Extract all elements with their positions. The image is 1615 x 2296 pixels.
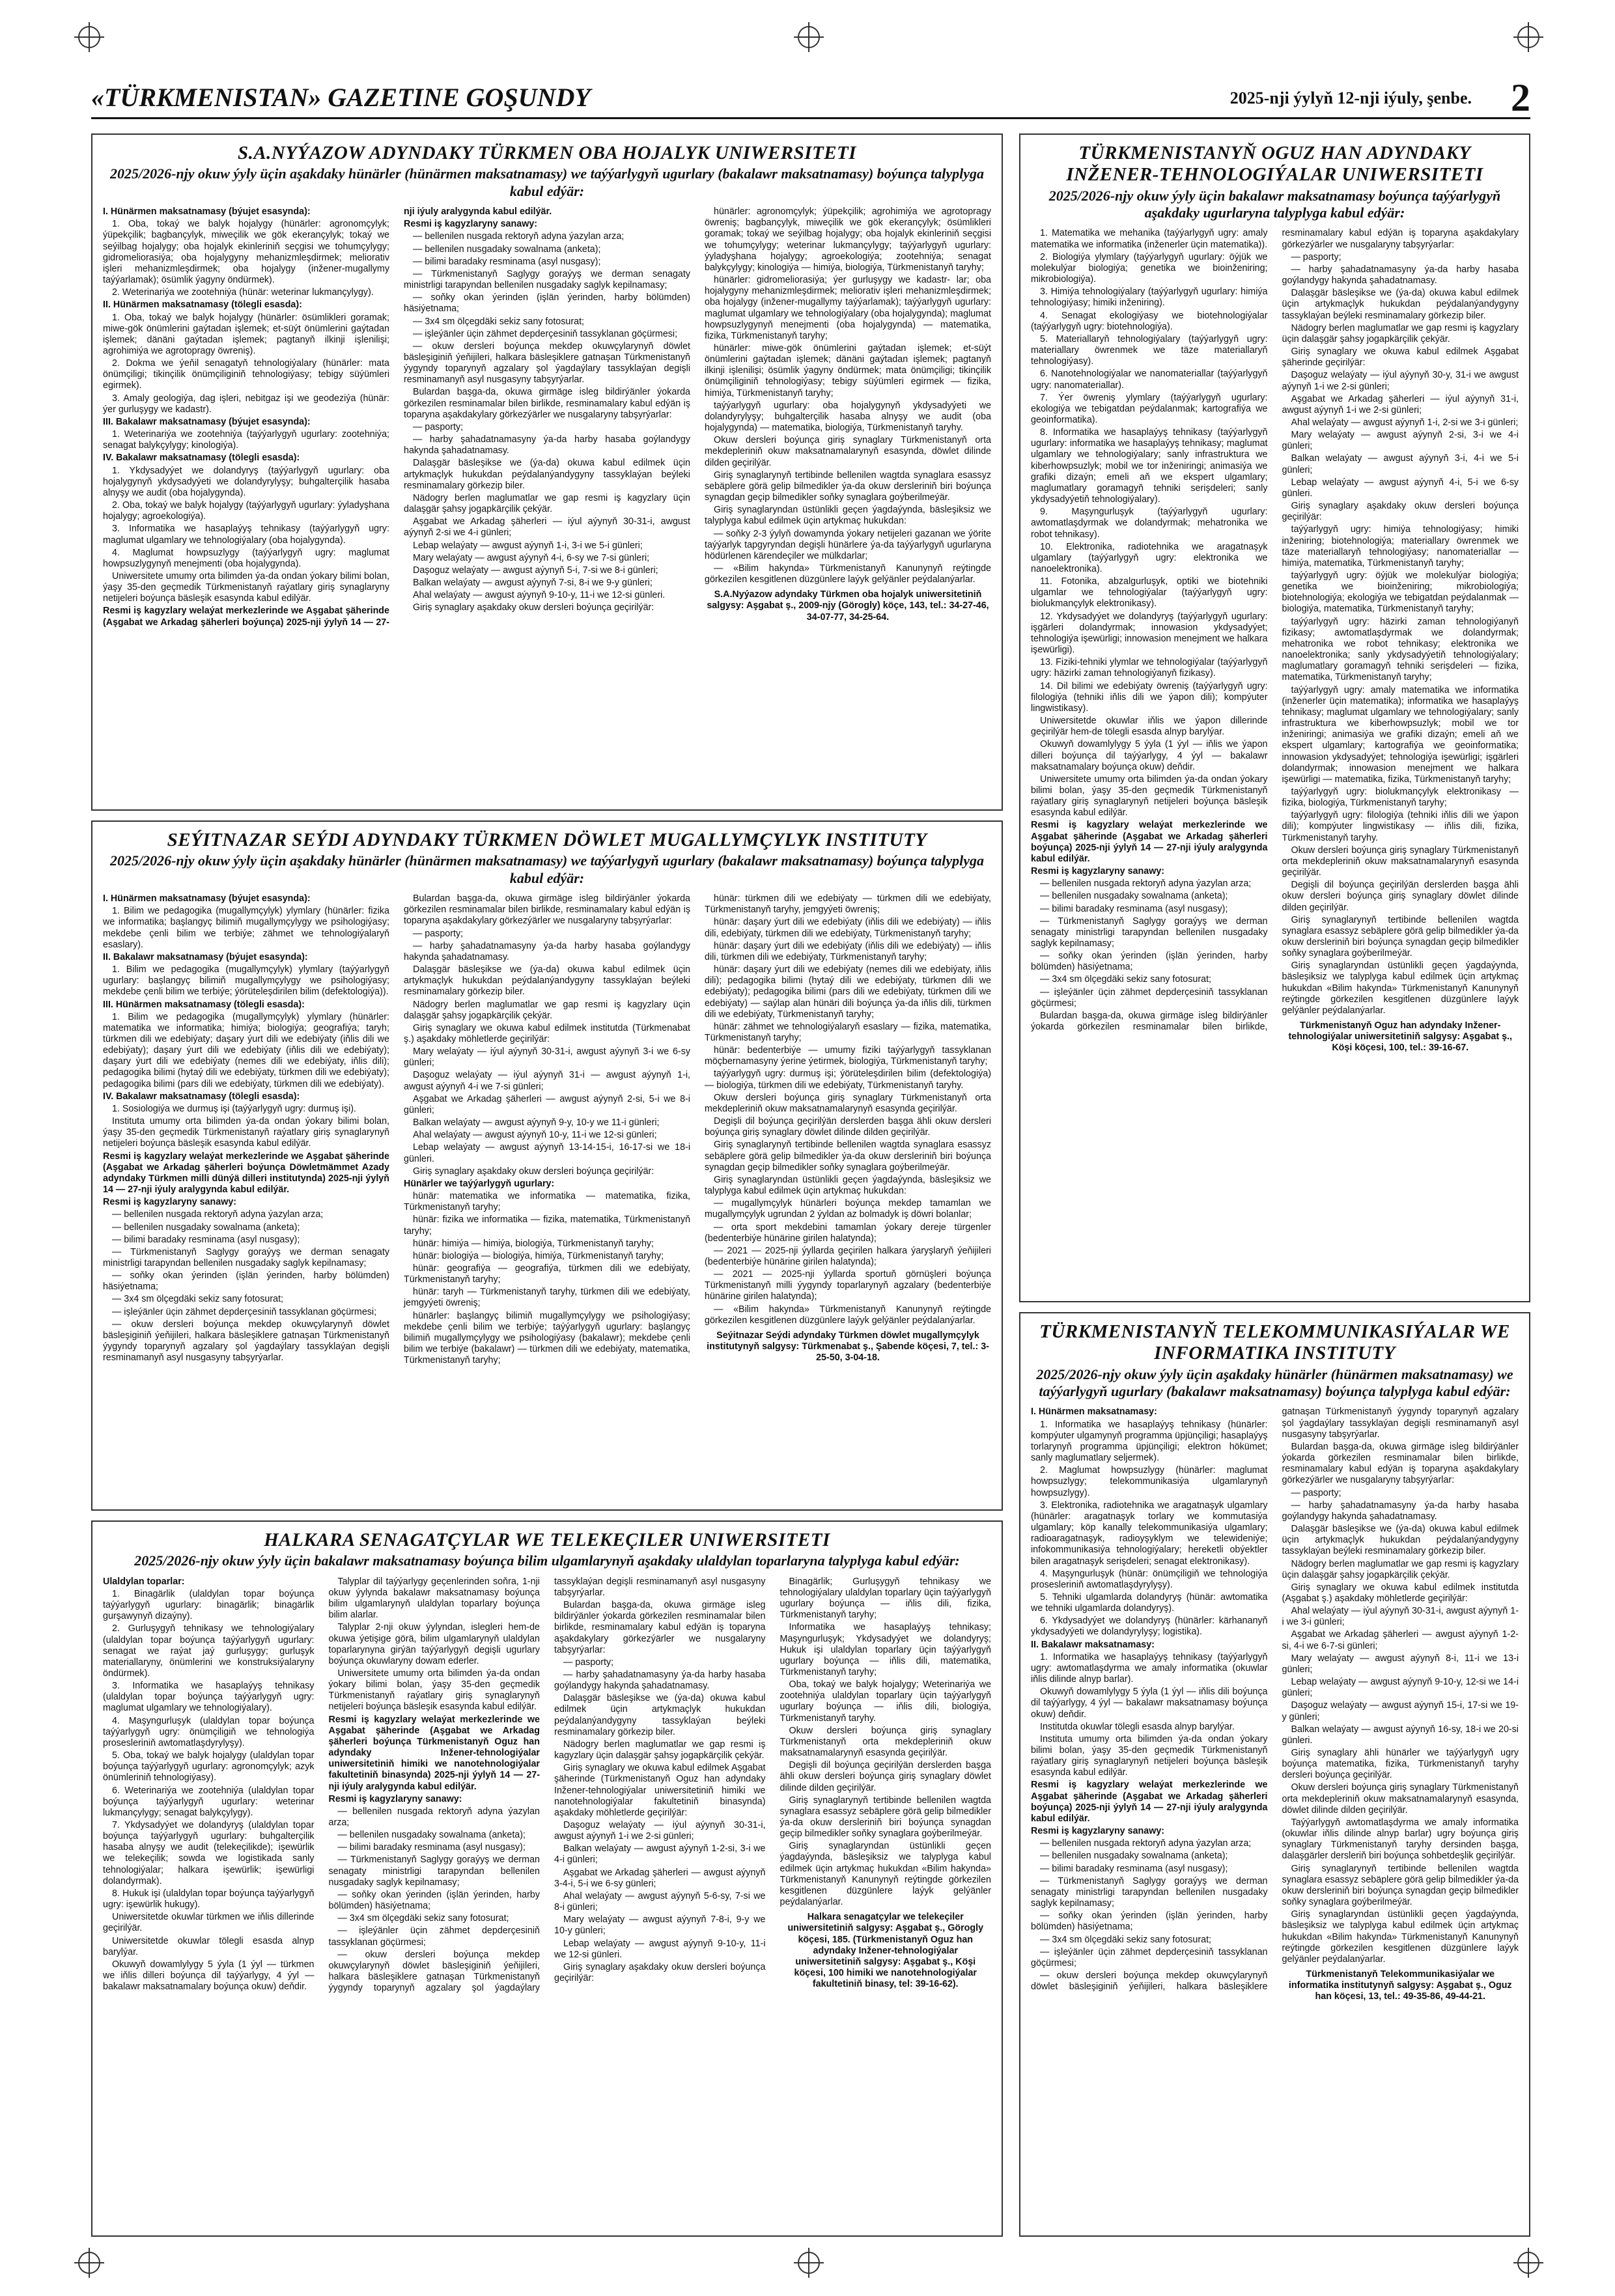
article-paragraph: Giriş synaglarynyň tertibinde bellenilen wagtda synaglara esassyz sebäplere görä gelip bilmedikler ýa-da okuw dersleriniň biri boýunça synagdan geçip bilmedikler soňky synaglara goýberilmeýär.	[705, 469, 991, 503]
article-paragraph: — harby şahadatnamasyny ýa-da harby hasaba goýlandygy hakynda şahadatnamasy.	[1282, 264, 1519, 287]
article-paragraph: — bellenilen nusgadaky sowalnama (anketa);	[337, 1830, 526, 1841]
article-paragraph: hünär: fizika we informatika — fizika, matematika, Türkmenistanyň taryhy;	[404, 1214, 690, 1237]
article-paragraph: II. Bakalawr maksatnamasy:	[1031, 1639, 1155, 1650]
article-paragraph: Okuwyň dowamlylygy 5 ýyla (1 ýyl — iňlis dili boýunça dil taýýarlygy, 4 ýyl — bakalawr maksatnamasy boýunça okuw) deňdir.	[1031, 1687, 1268, 1720]
article-paragraph: 9. Maşyngurluşyk (taýýarlygyň ugurlary: awtomatlaşdyrmak we dolandyrmak; mehatronika we robot tehnikasy).	[1031, 507, 1268, 540]
article-oguzhan	[1019, 133, 1530, 1302]
article-paragraph: II. Hünärmen maksatnamasy (tölegli esasda):	[103, 300, 302, 311]
article-subtitle: 2025/2026-njy okuw ýyly üçin aşakdaky hünärler (hünärmen maksatnamasy) we taýýarlygyň ugurlary (bakalawr maksatnamasy) boýunça talyplyga kabul edýär:	[109, 852, 985, 886]
article-paragraph: Giriş synaglaryndan üstünlikli geçen ýagdaýynda, bäsleşiksiz we talyplyga kabul edilmek üçin artykmaç hukukdan «Bilim hakynda» Türkmenistanyň Kanunynyň reýtingde görkezilen kesgitlenen düzgünlere laýyk gelýänler peýdalanýarlar.	[1282, 960, 1519, 1016]
article-paragraph: Aşgabat we Arkadag şäherleri — iýul aýynyň 30-31-i, awgust aýynyň 2-si we 4-i günleri;	[404, 516, 690, 539]
article-signature: Türkmenistanyň Telekommunikasiýalar we informatika institutynyň salgysy: Aşgabat ş., Oguz han köçesi, 13, tel.: 49-35-86, 49-44-21.	[1288, 1968, 1512, 2002]
article-paragraph: — 3x4 sm ölçegdäki sekiz sany fotosurat;	[413, 316, 585, 327]
article-body	[1031, 228, 1519, 1054]
article-paragraph: 2. Oba, tokaý we balyk hojalygy (taýýarlygyň ugurlary: ýyladyşhana hojalygy; agroekologiýa).	[103, 500, 389, 522]
article-paragraph: 3. Informatika we hasaplaýyş tehnikasy (taýýarlygyň ugry: maglumat ulgamlary we tehnologiýalary (oba hojalygynda).	[103, 524, 389, 546]
article-paragraph: Balkan welaýaty — awgust aýynyň 9-y, 10-y we 11-i günleri;	[413, 1117, 660, 1128]
article-paragraph: 4. Maşyngurluşyk (hünär: önümçiligiň we tehnologiýa prosesleriniň awtomatlaşdyrylyşy).	[1031, 1568, 1268, 1590]
article-paragraph: hünärler: agronomçylyk; ýüpekçilik; agrohimiýa we agrotopragy öwreniş; bagbançylyk, miweçilik we gök ekerançylyk; ösümlikleri goramak; tokaý we seýilbag hojalygy; oba hojalyk ekinleriniň seçgisi we tohumçylygy; weterinar lukmançylygy; taýýarlygyň ugurlary: ýyladyşhana hojalygy; agroekologiýa; zootehniýa; senagat balykçylygy; kinologiýa — himiýa, biologiýa, Türkmenistanyň taryhy;	[705, 206, 991, 273]
article-paragraph: Mary welaýaty — awgust aýynyň 4-i, 6-sy we 7-si günleri;	[413, 552, 650, 563]
article-paragraph: Informatika we hasaplaýyş tehnikasy; Maşyngurluşyk; Ykdysadyýet we dolandyryş; Hukuk işi ulaldylan toparlary üçin taýýarlygyň ugurlary boýunça — iňlis dili, matematika, Türkmenistanyň taryhy;	[779, 1622, 991, 1677]
article-paragraph: Dalaşgär bäsleşikse we (ýa-da) okuwa kabul edilmek üçin artykmaçlyk hukukdan peýdalanýandygyny tassyklaýan beýleki resminamalary görkezip biler.	[1282, 1524, 1519, 1557]
registration-mark-bottom-center	[798, 2252, 820, 2274]
article-paragraph: Bulardan başga-da, okuwa girmäge isleg bildirýänler ýokarda görkezilen resminamalar bilen birlikde, resminamalary kabul edýän iş toparyna aşakdakylary görkezýärler we nusgalaryny tabşyrýarlar:	[554, 1600, 766, 1655]
article-body	[103, 893, 991, 1366]
article-paragraph: taýýarlygyň ugry: biolukmançylyk elektronikasy — fizika, biologiýa, Türkmenistanyň taryhy;	[1282, 786, 1519, 809]
article-paragraph: hünärler: gidromeliorasiýa; ýer gurluşygy we kadastr- lar; oba hojalygyny mehanizmleşdirmek; meliorativ işleri mehanizmleşdirmek; oba hojalygy (inžener-mugallymy taýýarlamak); taýýarlygyň ugurlary: maglumat ulgamlary we tehnologiýalary (oba hojalygynda); maglumat howpsuzlygynyň menejmenti (oba hojalygynda) — matematika, fizika, Türkmenistanyň taryhy;	[705, 275, 991, 341]
article-paragraph: Uniwersitetde okuwlar iňlis we ýapon dillerinde geçirilýär hem-de tölegli esasda alnyp barylýar.	[1031, 716, 1268, 738]
article-paragraph: Lebap welaýaty — awgust aýynyň 9-10-y, 12-si we 14-i günleri;	[1282, 1677, 1519, 1699]
article-paragraph: Giriş synaglary aşakdaky okuw dersleri boýunça geçirilýär:	[1282, 501, 1519, 523]
article-paragraph: taýýarlygyň ugry: öýjük we molekulýar biologiýa; genetika we bioinženiring; mikrobiologiýa; biotehnologiýa; ekologiýa we tebigatdan peýdalanmak — biologiýa, matematika, Türkmenistanyň taryhy;	[1282, 570, 1519, 615]
article-paragraph: — okuw dersleri boýunça mekdep okuwçylarynyň döwlet bäsleşiginiň ýeňijileri, halkara bäsleşiklere gatnaşan Türkmenistanyň ýygyndy toparynyň agzalary şol ýagdaýlary tassyklaýan degişli resminamanyň asyl nusgasyny tabşyrýarlar.	[404, 341, 690, 385]
article-paragraph: — işleýänler üçin zähmet depderçesiniň tassyklanan göçürmesi;	[1031, 1946, 1268, 1968]
article-paragraph: Giriş synaglary we okuwa kabul edilmek institutda (Türkmenabat ş.) aşakdaky möhletlerde geçirilýär:	[404, 1022, 690, 1044]
article-paragraph: 12. Ykdysadyýet we dolandyryş (taýýarlygyň ugurlary: işgärleri dolandyrmak; innowasion ykdysadyýet; tehnologiýa işewürligi; innowasion menejment we halkara işewürligi).	[1031, 611, 1268, 656]
article-title: SEÝITNAZAR SEÝDI ADYNDAKY TÜRKMEN DÖWLET MUGALLYMÇYLYK INSTITUTY	[167, 830, 927, 850]
article-paragraph: taýýarlygyň ugurlary: oba hojalygynyň ykdysadyýeti we dolandyrylyşy; buhgalterçilik hasaba alnyşy we audit (oba hojalygynda) — matematika, biologiýa, Türkmenistanyň taryhy.	[705, 400, 991, 434]
article-paragraph: Nädogry berlen maglumatlar we gap resmi iş kagyzlary üçin dalaşgär şahsy jogapkärçilik çekýär.	[1282, 1558, 1519, 1580]
article-paragraph: 1. Ykdysadyýet we dolandyryş (taýýarlygyň ugurlary: oba hojalygynyň ykdysadyýeti we dolandyrylyşy; buhgalterçilik hasaba alnyşy we audit (oba hojalygynda).	[103, 465, 389, 498]
article-title: HALKARA SENAGATÇYLAR WE TELEKEÇILER UNIWERSITETI	[264, 1530, 830, 1550]
article-paragraph: Daşoguz welaýaty — awgust aýynyň 5-i, 7-si we 8-i günleri;	[413, 565, 658, 576]
article-paragraph: — okuw dersleri boýunça mekdep okuwçylarynyň döwlet bäsleşiginiň ýeňijileri, halkara bäsleşiklere gatnaşan Türkmenistanyň ýygyndy toparynyň agzalary şol ýagdaýlary tassyklaýan degişli resminamanyň asyl nusgasyny tabşyrýarlar.	[328, 1576, 766, 1994]
article-paragraph: — harby şahadatnamasyny ýa-da harby hasaba goýlandygy hakynda şahadatnamasy.	[1282, 1500, 1519, 1522]
article-paragraph: Nädogry berlen maglumatlar we gap resmi iş kagyzlary üçin dalaşgär şahsy jogapkärçilik çekýär.	[404, 999, 690, 1021]
article-paragraph: Ahal welaýaty — awgust aýynyň 1-i, 2-si we 3-i günleri;	[1291, 417, 1519, 428]
article-paragraph: Okuw dersleri boýunça giriş synaglary Türkmenistanyň orta mekdepleriniň okuw maksatnamalarynyň esasynda geçirilýär.	[705, 1092, 991, 1114]
article-body	[103, 1576, 991, 1995]
article-paragraph: 1. Bilim we pedagogika (mugallymçylyk) ylymlary (taýýarlygyň ugurlary: başlangyç bilimiň mugallymçylygy we psihologiýasy; mekdebe çenli bilim we terbiýe; ýörüteleşdirilen bilim (defektologiýa)).	[103, 964, 389, 998]
article-paragraph: 4. Maglumat howpsuzlygy (taýýarlygyň ugry: maglumat howpsuzlygynyň menejmenti (oba hojalygynda).	[103, 547, 389, 569]
article-paragraph: — bellenilen nusgadaky sowalnama (anketa);	[1040, 1851, 1228, 1862]
article-paragraph: — bilimi baradaky resminama (asyl nusgasy);	[1040, 1863, 1228, 1874]
article-paragraph: 6. Weterinariýa we zootehniýa (ulaldylan topar boýunça taýýarlygyň ugurlary: weterinar lukmançylygy; senagat balykçylygy).	[103, 1785, 315, 1818]
article-paragraph: 8. Informatika we hasaplaýyş tehnikasy (taýýarlygyň ugurlary: informatika we hasaplaýyş tehnikasy; maglumat ulgamlary we tehnologiýalary; sanly infrastruktura we kiberhowpsuzlyk; mobil we tor inženiringi; animasiýa we grafiki dizaýn; emeli aň we ekspert ulgamlary; maglumatlary goramagyň tehniki serişdeleri; sanly ykdysadyýetiň tehnologiýalary).	[1031, 427, 1268, 505]
article-paragraph: IV. Bakalawr maksatnamasy (tölegli esasda):	[103, 1091, 300, 1102]
article-paragraph: hünär: taryh — Türkmenistanyň taryhy, türkmen dili we edebiýaty, jemgyýeti öwreniş;	[404, 1287, 690, 1309]
article-paragraph: Dalaşgär bäsleşikse we (ýa-da) okuwa kabul edilmek üçin artykmaçlyk hukukdan peýdalanýandygyny tassyklaýan beýleki resminamalary görkezip biler.	[404, 964, 690, 998]
article-paragraph: 5. Tehniki ulgamlarda dolandyryş (hünär: awtomatika we tehniki ulgamlarda dolandyryş).	[1031, 1591, 1268, 1614]
article-paragraph: Daşoguz welaýaty — iýul aýynyň 30-y, 31-i we awgust aýynyň 1-i we 2-si günleri;	[1282, 370, 1519, 392]
article-paragraph: 3. Elektronika, radiotehnika we aragatnaşyk ulgamlary (hünärler: aragatnaşyk torlary we kommutasiýa ulgamlary; köp kanally telekommunikasiýa ulgamlary; radioaragatnaşyk, radioyşyklym we telewideniýe; infokommunikasiýa tehnologiýalary; hereketli obýektler bilen aragatnaşyk serişdeleri; senagat elektronikasy).	[1031, 1500, 1268, 1567]
article-telekom	[1019, 1312, 1530, 2237]
article-subtitle: 2025/2026-njy okuw ýyly üçin bakalawr maksatnamasy boýunça taýýarlygyň aşakdaky ugurlaryna talyplyga kabul edýär:	[1048, 187, 1501, 221]
article-paragraph: — 2021 — 2025-nji ýyllarda sportuň görnüşleri boýunça Türkmenistanyň milli ýygyndy toparlarynyň agzalary (bedenterbiýe hünärine girilen halatynda);	[705, 1269, 991, 1302]
article-paragraph: 1. Oba, tokaý we balyk hojalygy (hünärler: ösümlikleri goramak; miwe-gök önümlerini gaýtadan işlemek; et-süýt önümlerini gaýtadan işlemek; dänäni gaýtadan işlemek; pagtanyň ilkinji işlenilişi; agrohimiýa we agrotopragy öwreniş).	[103, 312, 389, 356]
article-paragraph: — 2021 — 2025-nji ýyllarda geçirilen halkara ýaryşlaryň ýeňijileri (bedenterbiýe hünärine girilen halatynda);	[705, 1245, 991, 1267]
article-paragraph: Giriş synaglaryndan üstünlikli geçen ýagdaýynda, bäsleşiksiz we talyplyga kabul edilmek üçin artykmaç hukukdan:	[705, 505, 991, 527]
article-paragraph: Giriş synaglary aşakdaky okuw dersleri boýunça geçirilýär:	[413, 1166, 654, 1177]
article-paragraph: 2. Biologiýa ylymlary (taýýarlygyň ugurlary: öýjük we molekulýar biologiýa; genetika we bioinženiring; mikrobiologiýa).	[1031, 251, 1268, 285]
article-paragraph: Giriş synaglary we okuwa kabul edilmek institutda (Aşgabat ş.) aşakdaky möhletlerde geçirilýär:	[1282, 1582, 1519, 1604]
article-paragraph: 5. Oba, tokaý we balyk hojalygy (ulaldylan topar boýunça taýýarlygyň ugurlary: agronomçylyk; azyk önümleriniň tehnologiýasy).	[103, 1750, 315, 1784]
article-paragraph: I. Hünärmen maksatnamasy (býujet esasynda):	[103, 206, 311, 217]
article-paragraph: hünär: bedenterbiýe — umumy fiziki taýýarlygyň tassyklanan möçbernamasyny ýerine ýetirmek, biologiýa, Türkmenistanyň taryhy;	[705, 1045, 991, 1067]
article-paragraph: Resmi iş kagyzlaryny sanawy:	[1031, 1826, 1165, 1837]
article-paragraph: 13. Fiziki-tehniki ylymlar we tehnologiýalar (taýýarlygyň ugry: häzirki zaman tehnologiýanyň fizikasy).	[1031, 657, 1268, 679]
article-paragraph: Ahal welaýaty — iýul aýynyň 30-31-i, awgust aýynyň 1-i we 3-i günleri;	[1282, 1606, 1519, 1628]
article-paragraph: — 3x4 sm ölçegdäki sekiz sany fotosurat;	[1040, 974, 1212, 985]
article-paragraph: Giriş synaglary aşakdaky okuw dersleri boýunça geçirilýär:	[554, 1961, 766, 1984]
article-paragraph: 8. Hukuk işi (ulaldylan topar boýunça taýýarlygyň ugry: işewürlik hukugy).	[103, 1888, 315, 1911]
article-paragraph: Dalaşgär bäsleşikse we (ýa-da) okuwa kabul edilmek üçin artykmaçlyk hukukdan peýdalanýandygyny tassyklaýan beýleki resminamalary görkezip biler.	[404, 458, 690, 491]
article-paragraph: Dalaşgär bäsleşikse we (ýa-da) okuwa kabul edilmek üçin artykmaçlyk hukukdan peýdalanýandygyny tassyklaýan beýleki resminamalary görkezip biler.	[1282, 288, 1519, 321]
article-paragraph: Resmi iş kagyzlaryny sanawy:	[404, 219, 538, 230]
article-paragraph: Giriş synaglary we okuwa kabul edilmek Aşgabat şäherinde geçirilýär:	[1282, 346, 1519, 369]
article-paragraph: — «Bilim hakynda» Türkmenistanyň Kanunynyň reýtingde görkezilen kesgitlenen düzgünlere laýyk gelýänler peýdalanýarlar.	[705, 1304, 991, 1326]
article-paragraph: Giriş synaglaryndan üstünlikli geçen ýagdaýynda, bäsleşiksiz we talyplyga kabul edilmek üçin artykmaç hukukdan «Bilim hakynda» Türkmenistanyň Kanunynyň reýtingde görkezilen kesgitlenen düzgünlere laýyk gelýänler peýdalanýarlar.	[1282, 1909, 1519, 1965]
article-paragraph: Giriş synaglary we okuwa kabul edilmek Aşgabat şäherinde (Türkmenistanyň Oguz han adyndaky Inžener-tehnologiýalar uniwersitetiniň himiki we nanotehnologiýalar fakultetiniň binasynda) aşakdaky möhletlerde geçirilýär:	[554, 1763, 766, 1818]
article-paragraph: Institutа umumy orta bilimden ýa-da ondan ýokary bilimi bolan, ýaşy 35-den geçmedik Türkmenistanyň raýatlary giriş synaglarynyň netijeleri boýunça bäsleşik esasynda kabul edilýär.	[103, 1116, 389, 1149]
article-paragraph: — soňky 2-3 ýylyň dowamynda ýokary netijeleri gazanan we ýörite taýýarlyk tapgyryndan degişli hünärlere ýa-da taýýarlygyň ugurlaryna hödürlenen kärendeçiler we mülkdarlar;	[705, 528, 991, 561]
article-paragraph: Mary welaýaty — awgust aýynyň 7-8-i, 9-y we 10-y günleri;	[554, 1914, 766, 1937]
article-paragraph: Resmi iş kagyzlaryny sanawy:	[1031, 866, 1165, 877]
article-paragraph: Uniwersitete umumy orta bilimden ýa-da ondan ýokary bilimi bolan, ýaşy 35-den geçmedik Türkmenistanyň raýatlary giriş synaglaryny netijeleri boýunça bäsleşik esasynda kabul edilýär.	[103, 570, 389, 604]
article-paragraph: 4. Maşyngurluşyk (ulaldylan topar boýunça taýýarlygyň ugry: önümçiligiň we tehnologiýa prosesleriniň awtomatlaşdyrylyşy).	[103, 1715, 315, 1748]
article-paragraph: Binagärlik; Gurluşygyň tehnikasy we tehnologiýalary ulaldylan toparlary üçin taýýarlygyň ugurlary boýunça — iňlis dili, fizika, Türkmenistanyň taryhy;	[779, 1576, 991, 1621]
article-paragraph: Balkan welaýaty — awgust aýynyň 16-sy, 18-i we 20-si günleri.	[1282, 1724, 1519, 1746]
article-paragraph: taýýarlygyň ugry: filologiýa (tehniki iňlis dili we ýapon dili); kompýuter lingwistikasy — iňlis dili, fizika, Türkmenistanyň taryhy.	[1282, 810, 1519, 843]
article-subtitle: 2025/2026-njy okuw ýyly üçin aşakdaky hünärler (hünärmen maksatnamasy) we taýýarlygyň ugurlary (bakalawr maksatnamasy) boýunça talyplyga kabul edýär:	[1036, 1365, 1513, 1400]
article-paragraph: I. Hünärmen maksatnamasy:	[1031, 1407, 1157, 1418]
article-paragraph: Balkan welaýaty — awgust aýynyň 7-si, 8-i we 9-y günleri;	[413, 577, 653, 588]
article-paragraph: Oba, tokaý we balyk hojalygy; Weterinariýa we zootehniýa ulaldylan toparlary üçin taýýarlygyň ugurlary boýunça — iňlis dili, biologiýa, Türkmenistanyň taryhy.	[779, 1679, 991, 1724]
article-paragraph: Nädogry berlen maglumatlar we gap resmi iş kagyzlary üçin dalaşgär şahsy jogapkärçilik çekýär.	[554, 1739, 766, 1761]
article-paragraph: Mary welaýaty — awgust aýynyň 8-i, 11-i we 13-i günleri;	[1282, 1653, 1519, 1675]
article-paragraph: Balkan welaýaty — awgust aýynyň 3-i, 4-i we 5-i günleri;	[1282, 453, 1519, 475]
article-paragraph: Uniwersitete umumy orta bilimden ýa-da ondan ýokary bilimi bolan, ýaşy 35-den geçmedik Türkmenistanyň raýatlary giriş synaglarynyň netijeleri boýunça bäsleşik esasynda kabul edilýär.	[328, 1668, 540, 1713]
article-paragraph: hünär: türkmen dili we edebiýaty — türkmen dili we edebiýaty, Türkmenistanyň taryhy, jemgyýeti öwreniş;	[705, 893, 991, 916]
article-paragraph: hünär: daşary ýurt dili we edebiýaty (nemes dili we edebiýaty, iňlis dili); pedagogika bilimi (hytaý dili we edebiýaty, türkmen dili we edebiýaty); pedagogika bilimi (pars dili we edebiýaty, türkmen dili we edebiýaty) — saýlap alan hünäri dili boýunça ýa-da iňlis dili, türkmen dili we edebiýaty, Türkmenistanyň taryhy;	[705, 964, 991, 1020]
article-signature: Seýitnazar Seýdi adyndaky Türkmen döwlet mugallymçylyk institutynyň salgysy: Türkmenabat ş., Şabende köçesi, 7, tel.: 3-25-50, 3-04-18.	[707, 1330, 989, 1364]
article-paragraph: — bellenilen nusgadaky sowalnama (anketa);	[413, 244, 601, 255]
article-body	[103, 206, 991, 628]
article-paragraph: — okuw dersleri boýunça mekdep okuwçylarynyň döwlet bäsleşiginiň ýeňijileri, halkara bäsleşiklere gatnaşan Türkmenistanyň ýygyndy toparynyň agzalary şol ýagdaýlary tassyklaýan degişli resminamanyň asyl nusgasyny tabşyrýarlar.	[103, 1319, 389, 1364]
article-subtitle: 2025/2026-njy okuw ýyly üçin bakalawr maksatnamasy boýunça bilim ulgamlarynyň aşakdaky ulaldylan toparlaryna talyplyga kabul edýär:	[134, 1552, 960, 1569]
page-header	[91, 78, 1530, 119]
article-paragraph: Bulardan başga-da, okuwa girmäge isleg bildirýänler ýokarda görkezilen resminamalar bilen birlikde, resminamalary kabul edýän iş toparyna aşakdakylary görkezýärler we nusgalaryny tabşyrýarlar:	[1031, 228, 1519, 1033]
article-paragraph: 1. Sosiologiýa we durmuş işi (taýýarlygyň ugry: durmuş işi).	[112, 1103, 357, 1114]
article-paragraph: hünär: daşary ýurt dili we edebiýaty (iňlis dili we edebiýaty) — iňlis dili, türkmen dili we edebiýaty, Türkmenistanyň taryhy;	[705, 940, 991, 962]
article-paragraph: — pasporty;	[413, 421, 464, 432]
article-paragraph: — bellenilen nusgadaky sowalnama (anketa);	[1040, 891, 1228, 902]
article-paragraph: Aşgabat we Arkadag şäherleri — iýul aýynyň 31-i, awgust aýynyň 1-i we 2-si günleri;	[1282, 393, 1519, 415]
article-paragraph: hünär: geografiýa — geografiýa, türkmen dili we edebiýaty, Türkmenistanyň taryhy;	[404, 1263, 690, 1285]
article-body	[1031, 1407, 1519, 2002]
article-paragraph: III. Bakalawr maksatnamasy (býujet esasynda):	[103, 416, 311, 427]
article-paragraph: hünärler: miwe-gök önümlerini gaýtadan işlemek; et-süýt önümlerini gaýtadan işlemek; dänäni gaýtadan işlemek; pagtanyň ilkinji işlenilişi; ösümlik ýagyny öndürmek; mata önümçiligi; tikinçilik önümçiliginiň tehnologiýasy; tebigy süýümleri egirmek — fizika, himiýa, Türkmenistanyň taryhy;	[705, 343, 991, 399]
article-paragraph: — «Bilim hakynda» Türkmenistanyň Kanunynyň reýtingde görkezilen kesgitlenen düzgünlere laýyk gelýänler peýdalanýarlar.	[705, 563, 991, 585]
article-paragraph: Resmi iş kagyzlaryny sanawy:	[328, 1793, 462, 1804]
article-paragraph: Giriş synaglary ähli hünärler we taýýarlygyň ugry boýunça matematika, fizika, Türkmenistanyň taryhy dersleri boýunça geçirilýär.	[1282, 1748, 1519, 1781]
article-paragraph: 2. Maglumat howpsuzlygy (hünärler: maglumat howpsuzlygy; telekommunikasiýa ulgamlarynyň howpsuzlygy).	[1031, 1465, 1268, 1498]
article-paragraph: — bellenilen nusgadaky sowalnama (anketa);	[112, 1222, 300, 1233]
article-paragraph: — harby şahadatnamasyny ýa-da harby hasaba goýlandygy hakynda şahadatnamasy.	[554, 1669, 766, 1692]
article-paragraph: — pasporty;	[413, 928, 464, 939]
article-paragraph: 14. Dil bilimi we edebiýaty öwreniş (taýýarlygyň ugry: filologiýa (tehniki iňlis dili we ýapon dili); kompýuter lingwistikasy).	[1031, 680, 1268, 714]
article-paragraph: — pasporty;	[563, 1657, 614, 1668]
article-paragraph: — harby şahadatnamasyny ýa-da harby hasaba goýlandygy hakynda şahadatnamasy.	[404, 434, 690, 456]
article-title: TÜRKMENISTANYŇ TELEKOMMUNIKASIÝALAR WE INFORMATIKA INSTITUTY	[1039, 1321, 1510, 1364]
article-paragraph: 6. Ykdysadyýet we dolandyryş (hünärler: kärhananyň ykdysadyýeti we dolandyrylyşy; logistika).	[1031, 1616, 1268, 1638]
article-paragraph: — Türkmenistanyň Saglygy goraýyş we derman senagaty ministrligi tarapyndan bellenilen nusgadaky saglyk kepilnamasy;	[1031, 916, 1268, 949]
article-paragraph: Degişli dil boýunça geçirilýän derslerden başga ähli okuw dersleri boýunça giriş synaglary döwlet dilinde dilden geçirilýär.	[779, 1760, 991, 1793]
article-paragraph: Giriş synaglaryndan üstünlikli geçen ýagdaýynda, bäsleşiksiz we talyplyga kabul edilmek üçin artykmaç hukukdan:	[705, 1174, 991, 1197]
page-number: 2	[1511, 76, 1530, 119]
article-paragraph: 5. Materiallaryň tehnologiýalary (taýýarlygyň ugry: materiallary öwrenmek we täze materiallaryň tehnologiýasy).	[1031, 333, 1268, 367]
article-paragraph: Balkan welaýaty — awgust aýynyň 1-2-si, 3-i we 4-i günleri;	[554, 1843, 766, 1866]
article-paragraph: — harby şahadatnamasyny ýa-da harby hasaba goýlandygy hakynda şahadatnamasy.	[404, 940, 690, 962]
article-paragraph: Aşgabat we Arkadag şäherleri — awgust aýynyň 1-2-si, 4-i we 6-7-si günleri;	[1282, 1629, 1519, 1651]
article-paragraph: Ulaldylan toparlar:	[103, 1576, 185, 1587]
article-paragraph: 7. Ykdysadyýet we dolandyryş (ulaldylan topar boýunça taýýarlygyň ugurlary: buhgalterçilik hasaba alnyşy we audit (telekeçilikde); işewürlik we telekeçilik; sowda we logistikada sanly tehnologiýalar; halkara işewürlik; işewürligi dolandyrmak).	[103, 1820, 315, 1886]
article-paragraph: — bellenilen nusgada rektoryň adyna ýazylan arza;	[1040, 878, 1252, 889]
article-paragraph: — Türkmenistanyň Saglygy goraýyş we derman senagaty ministrligi tarapyndan bellenilen nusgadaky saglyk kepilnamasy;	[328, 1855, 540, 1888]
article-paragraph: Bulardan başga-da, okuwa girmäge isleg bildirýänler ýokarda görkezilen resminamalar bilen birlikde, resminamalary kabul edýän iş toparyna aşakdakylary görkezýärler we nusgalaryny tabşyrýarlar:	[1282, 1441, 1519, 1486]
article-paragraph: 1. Bilim we pedagogika (mugallymçylyk) ylymlary (hünärler: fizika we informatika; başlangyç bilimiň mugallymçylygy we psihologiýasy; mekdebe çenli bilim we terbiýe; zähmet we tehnologiýalaryň esaslary).	[103, 906, 389, 950]
article-paragraph: — işleýänler üçin zähmet depderçesiniň tassyklanan göçürmesi;	[413, 328, 678, 339]
article-paragraph: taýýarlygyň ugry: himiýa tehnologiýasy; himiki inženiring; biotehnologiýa; materiallary öwrenmek we täze materiallaryň tehnologiýasy; nanomateriallar — himiýa, matematika, Türkmenistanyň taryhy;	[1282, 524, 1519, 568]
article-paragraph: Okuwyň dowamlylygy 5 ýyla (1 ýyl — türkmen we iňlis dilleri boýunça dil taýýarlygy, 4 ýyl — bakalawr maksatnamalary boýunça okuw) deňdir.	[103, 1959, 315, 1993]
article-paragraph: Ahal welaýaty — awgust aýynyň 5-6-sy, 7-si we 8-i günleri;	[554, 1890, 766, 1913]
article-paragraph: — bellenilen nusgada rektoryň adyna ýazylan arza;	[328, 1806, 540, 1828]
article-paragraph: Bulardan başga-da, okuwa girmäge isleg bildirýänler ýokarda görkezilen resminamalar bilen birlikde, resminamalary kabul edýän iş toparyna aşakdakylary görkezýärler we nusgalaryny tabşyrýarlar:	[404, 893, 690, 927]
article-paragraph: Lebap welaýaty — awgust aýynyň 4-i, 5-i we 6-sy günleri.	[1282, 477, 1519, 499]
article-paragraph: — bellenilen nusgada rektoryň adyna ýazylan arza;	[1040, 1838, 1252, 1849]
article-paragraph: Resmi iş kagyzlary welaýat merkezlerinde we Aşgabat şäherinde (Aşgabat we Arkadag şäherleri boýunça Döwletmämmet Azady adyndaky Türkmen milli dünýä dilleri institutynda) 2025-nji ýylyň 14 — 27-nji iýuly aralygynda kabul edilýär.	[103, 1151, 389, 1196]
registration-mark-top-right	[1517, 26, 1539, 48]
article-signature: Türkmenistanyň Oguz han adyndaky Inžener-tehnologiýalar uniwersitetiniň salgysy: Aşgabat ş., Köşi köçesi, 100, tel.: 39-16-67.	[1288, 1020, 1512, 1054]
article-paragraph: — soňky okan ýerinden (işlän ýerinden, harby bölümden) häsiýetnama;	[1031, 1911, 1268, 1933]
article-paragraph: Taýýarlygyň awtomatlaşdyrma we amaly informatika (okuwlar iňlis dilinde alnyp barlar) ugry boýunça giriş synaglary Türkmenistanyň taryhy dersinden başga, dalaşgärler dersleriň biri boýunça sohbetdeşlik geçirilýär.	[1282, 1817, 1519, 1862]
article-paragraph: 2. Gurluşygyň tehnikasy we tehnologiýalary (ulaldylan topar boýunça taýýarlygyň ugurlary: senagat we raýat jaý gurluşygy; gurluşyk materiallaryny, önümlerini we konstruksiýalaryny öndürmek).	[103, 1623, 315, 1679]
article-signature: Halkara senagatçylar we telekeçiler uniwersitetiniň salgysy: Aşgabat ş., Görogly köçesi, 185. (Türkmenistanyň Oguz han adyndaky Inžener-tehnologiýalar uniwersitetiniň salgysy: Aşgabat ş., Köşi köçesi, 100 himiki we nanotehnologiýalar fakultetiniň binasy, tel: 39-16-62).	[787, 1912, 984, 1990]
article-paragraph: Giriş synaglarynyň tertibinde bellenilen wagtda synaglara esassyz sebäplere görä gelip bilmedikler ýa-da okuw dersleriniň biri boýunça synagdan geçip bilmedikler soňky synaglara goýberilmeýär.	[705, 1140, 991, 1173]
article-paragraph: Resmi iş kagyzlary welaýat merkezlerinde we Aşgabat şäherinde (Aşgabat we Arkadag şäherleri boýunça) 2025-nji ýylyň 14 — 27-nji iýuly aralygynda kabul edilýär.	[1031, 820, 1268, 864]
article-paragraph: Aşgabat we Arkadag şäherleri — awgust aýynyň 3-4-i, 5-i we 6-sy günleri;	[554, 1867, 766, 1889]
article-paragraph: Lebap welaýaty — awgust aýynyň 1-i, 3-i we 5-i günleri;	[413, 540, 643, 551]
article-paragraph: taýýarlygyň ugry: häzirki zaman tehnologiýanyň fizikasy; awtomatlaşdyrmak we dolandyrmak; mehatronika we robot tehnikasy; elektronika we nanoelektronika; sanly ykdysadyýetiň tehnologiýalary; maglumatlary goramagyň tehniki serişdeleri — fizika, matematika, Türkmenistanyň taryhy;	[1282, 616, 1519, 683]
article-paragraph: — soňky okan ýerinden (işlän ýerinden, harby bölümden) häsiýetnama;	[103, 1270, 389, 1293]
article-paragraph: Daşoguz welaýaty — iýul aýynyň 31-i — awgust aýynyň 1-i, awgust aýynyň 4-i we 7-si günleri;	[404, 1070, 690, 1092]
article-paragraph: — orta sport mekdebini tamamlan ýokary dereje türgenler (bedenterbiýe hünärine girilen halatynda);	[705, 1222, 991, 1244]
article-paragraph: 3. Informatika we hasaplaýyş tehnikasy (ulaldylan topar boýunça taýýarlygyň ugry: maglumat ulgamlary we tehnologiýalary).	[103, 1681, 315, 1714]
article-paragraph: 1. Oba, tokaý we balyk hojalygy (hünärler: agronomçylyk; ýüpekçilik; bagbançylyk, miweçilik we gök ekerançylyk; tokaý we seýilbag hojalygy; oba hojalyk ekinleriniň seçgisi we tohumçylygy; gidromeliorasiýa; oba hojalygyny mehanizmleşdirmek; meliorativ işleri mehanizmleşdirmek; oba hojalygy (inžener-mugallymy taýýarlamak); ösümlik ýagyny öndürmek).	[103, 219, 389, 286]
article-paragraph: Mary welaýaty — iýul aýynyň 30-31-i, awgust aýynyň 3-i we 6-sy günleri;	[404, 1046, 690, 1069]
article-paragraph: 7. Ýer öwreniş ylymlary (taýýarlygyň ugurlary: ekologiýa we tebigatdan peýdalanmak; kartografiýa we geoinformatika).	[1031, 392, 1268, 425]
article-paragraph: — 3x4 sm ölçegdäki sekiz sany fotosurat;	[1040, 1934, 1212, 1945]
article-paragraph: Giriş synaglarynyň tertibinde bellenilen wagtda synaglara esassyz sebäplere görä gelip bilmedikler ýa-da okuw dersleriniň biri boýunça synagdan geçip bilmedikler soňky synaglara goýberilmeýär.	[1282, 914, 1519, 959]
article-paragraph: Okuwyň dowamlylygy 5 ýyla (1 ýyl — iňlis we ýapon dilleri boýunça dil taýýarlygy, 4 ýyl — bakalawr maksatnamalary boýunça okuw) deňdir.	[1031, 739, 1268, 772]
article-subtitle: 2025/2026-njy okuw ýyly üçin aşakdaky hünärler (hünärmen maksatnamasy) we taýýarlygyň ugurlary (bakalawr maksatnamasy) boýunça talyplyga kabul edýär:	[109, 165, 985, 199]
article-title: TÜRKMENISTANYŇ OGUZ HAN ADYNDAKY INŽENER-TEHNOLOGIÝALAR UNIWERSITETI	[1066, 143, 1483, 186]
article-paragraph: III. Hünärmen maksatnamasy (tölegli esasda):	[103, 999, 305, 1010]
article-paragraph: 1. Informatika we hasaplaýyş tehnikasy (hünärler: kompýuter ulgamynyň programma üpjünçiligi; hasaplaýyş torlarynyň programma üpjünçiligi; elektron hökümet; sanly maglumatlary seljermek).	[1031, 1419, 1268, 1464]
registration-mark-bottom-left	[78, 2252, 100, 2274]
article-paragraph: — bilimi baradaky resminama (asyl nusgasy);	[112, 1234, 300, 1245]
article-paragraph: Lebap welaýaty — awgust aýynyň 9-10-y, 11-i we 12-si günleri.	[554, 1938, 766, 1960]
article-paragraph: II. Bakalawr maksatnamasy (býujet esasynda):	[103, 951, 308, 962]
article-paragraph: Okuw dersleri boýunça giriş synaglary Türkmenistanyň orta mekdepleriniň okuw maksatnamalarynyň esasynda geçirilýär.	[1282, 845, 1519, 878]
article-paragraph: — Türkmenistanyň Saglygy goraýyş we derman senagaty ministrligi tarapyndan bellenilen nusgadaky saglyk kepilnamasy;	[404, 268, 690, 291]
article-paragraph: Uniwersitete umumy orta bilimden ýa-da ondan ýokary bilimi bolan, ýaşy 35-den geçmedik Türkmenistanyň raýatlary giriş synaglarynyň netijeleri boýunça bäsleşik esasynda kabul edilýär.	[1031, 774, 1268, 819]
article-paragraph: — işleýänler üçin zähmet depderçesiniň tassyklanan göçürmesi;	[112, 1306, 377, 1317]
article-paragraph: — bellenilen nusgada rektoryň adyna ýazylan arza;	[112, 1209, 324, 1220]
article-paragraph: Talyplar 2-nji okuw ýylyndan, islegleri hem-de okuwa ýetişige görä, bilim ulgamlarynyň ulaldylan toparlarynyna girýän taýýarlygyň degişli ugurlary boýunça okuwlaryny dowam ederler.	[328, 1622, 540, 1666]
article-paragraph: Resmi iş kagyzlary welaýat merkezlerinde we Aşgabat şäherinde (Aşgabat we Arkadag şäherleri boýunça Türkmenistanyň Oguz han adyndaky Inžener-tehnologiýalar uniwersitetiniň himiki we nanotehnologiýalar fakultetiniň binasynda) 2025-nji ýylyň 14 — 27-nji iýuly aralygynda kabul edilýär.	[328, 1714, 540, 1792]
article-paragraph: taýýarlygyň ugry: amaly matematika we informatika (inženerler üçin matematika); informatika we hasaplaýyş tehnikasy; maglumat ulgamlary we tehnologiýalary; sanly infrastruktura we kiberhowpsuzlyk; mobil we tor inženiringi; animasiýa we grafiki dizaýn; emeli aň we ekspert ulgamlary; kartografiýa we geoinformatika; innowasion ykdysadyýet; tehnologiýa işewürligi; işgärleri dolandyrmak; innowasion menejment we halkara işewürligi — matematika, fizika, Türkmenistanyň taryhy;	[1282, 684, 1519, 785]
article-paragraph: Talyplar dil taýýarlygy geçenlerinden soňra, 1-nji okuw ýylynda bakalawr maksatnamasy boýunça bilim ulgamlarynyň ulaldylan toparlary boýunça bilim alarlar.	[328, 1576, 540, 1621]
article-paragraph: — bilimi baradaky resminama (asyl nusgasy);	[1040, 903, 1228, 914]
article-paragraph: — 3x4 sm ölçegdäki sekiz sany fotosurat;	[112, 1294, 284, 1305]
article-paragraph: Hünärler we taýýarlygyň ugurlary:	[404, 1178, 555, 1189]
article-nyyazow	[91, 133, 1003, 811]
article-paragraph: — pasporty;	[1291, 1487, 1341, 1498]
article-paragraph: — Türkmenistanyň Saglygy goraýyş we derman senagaty ministrligi tarapyndan bellenilen nusgadaky saglyk kepilnamasy;	[1031, 1875, 1268, 1909]
article-paragraph: Degişli dil boýunça geçirilýän derslerden başga ähli okuw dersleri boýunça giriş synaglary döwlet dilinde dilden geçirilýär.	[1282, 880, 1519, 913]
article-paragraph: — bilimi baradaky resminama (asyl nusgasy);	[413, 256, 601, 267]
article-paragraph: 2. Dokma we ýeňil senagatyň tehnologiýalary (hünärler: mata önümçiligi; tikinçilik önümçiliginiň tehnologiýasy; tebigy süýümleri egirmek).	[103, 358, 389, 391]
article-paragraph: Daşoguz welaýaty — iýul aýynyň 30-31-i, awgust aýynyň 1-i we 2-si günleri;	[554, 1820, 766, 1842]
article-paragraph: 1. Matematika we mehanika (taýýarlygyň ugry: amaly matematika we informatika (inženerler üçin matematika)).	[1031, 228, 1268, 250]
article-paragraph: Bulardan başga-da, okuwa girmäge isleg bildirýänler ýokarda görkezilen resminamalar bilen birlikde, resminamalary kabul edýän iş toparyna aşakdakylary görkezýärler we nusgalaryny tabşyrýarlar:	[404, 387, 690, 420]
article-paragraph: 1. Weterinariýa we zootehniýa (taýýarlygyň ugurlary: zootehniýa; senagat balykçylygy; kinologiýa).	[103, 429, 389, 451]
article-halkara	[91, 1520, 1003, 2237]
article-title: S.A.NYÝAZOW ADYNDAKY TÜRKMEN OBA HOJALYK UNIWERSITETI	[237, 143, 857, 163]
article-paragraph: Giriş synaglarynyň tertibinde bellenilen wagtda synaglara esassyz sebäplere görä gelip bilmedikler ýa-da okuw dersleriniň biri boýunça synagdan geçip bilmedikler soňky synaglara goýberilmeýär.	[1282, 1863, 1519, 1908]
article-paragraph: hünär: zähmet we tehnologiýalaryň esaslary — fizika, matematika, Türkmenistanyň taryhy;	[705, 1021, 991, 1043]
registration-mark-bottom-right	[1517, 2252, 1539, 2274]
article-paragraph: 11. Fotonika, abzalgurluşyk, optiki we biotehniki ulgamlar we tehnologiýalar (taýýarlygyň ugry: biolukmançylyk elektronikasy).	[1031, 576, 1268, 609]
article-paragraph: Ahal welaýaty — awgust aýynyň 9-10-y, 11-i we 12-si günleri.	[413, 590, 666, 601]
article-paragraph: Resmi iş kagyzlary welaýat merkezlerinde we Aşgabat şäherinde (Aşgabat we Arkadag şäherleri boýunça) 2025-nji ýylyň 14 — 27-nji iýuly aralygynda kabul edilýär.	[1031, 1780, 1268, 1824]
article-paragraph: hünärler: başlangyç bilimiň mugallymçylygy we psihologiýasy; mekdebe çenli bilim we terbiýe; taýýarlygyň ugurlary: başlangyç bilimiň mugallymçylygy we psihologiýasy (bakalawr); mekdebe çenli bilim we terbiýe (bakalawr) — türkmen dili we edebiýaty, matematika, Türkmenistanyň taryhy;	[404, 1310, 690, 1366]
article-paragraph: Aşgabat we Arkadag şäherleri — awgust aýynyň 2-si, 5-i we 8-i günleri;	[404, 1093, 690, 1115]
article-paragraph: Institutda okuwlar tölegli esasda alnyp barylýar.	[1040, 1721, 1235, 1732]
article-paragraph: hünär: biologiýa — biologiýa, himiýa, Türkmenistanyň taryhy;	[413, 1250, 664, 1261]
article-paragraph: Daşoguz welaýaty — awgust aýynyň 15-i, 17-si we 19-y günleri;	[1282, 1700, 1519, 1722]
registration-mark-top-left	[78, 26, 100, 48]
article-seyitnazar	[91, 820, 1003, 1511]
registration-mark-top-center	[798, 26, 820, 48]
article-paragraph: — soňky okan ýerinden (işlän ýerinden, harby bölümden) häsiýetnama;	[404, 292, 690, 315]
article-paragraph: — 3x4 sm ölçegdäki sekiz sany fotosurat;	[337, 1913, 509, 1924]
article-paragraph: Okuw dersleri boýunça giriş synaglary Türkmenistanyň orta mekdepleriniň okuw maksatnamalarynyň esasynda, döwlet dilinde dilden geçirilýär.	[1282, 1782, 1519, 1815]
article-paragraph: 4. Senagat ekologiýasy we biotehnologiýalar (taýýarlygyň ugry: biotehnologiýa).	[1031, 310, 1268, 332]
article-paragraph: Uniwersitetde okuwlar tölegli esasda alnyp barylýar.	[103, 1935, 315, 1957]
article-paragraph: — işleýänler üçin zähmet depderçesiniň tassyklanan göçürmesi;	[328, 1925, 540, 1948]
article-paragraph: — pasporty;	[1291, 251, 1341, 262]
article-paragraph: 1. Binagärlik (ulaldylan topar boýunça taýýarlygyň ugurlary: binagärlik; binagärlik gurşawynyň dizaýny).	[103, 1588, 315, 1622]
article-paragraph: Resmi iş kagyzlaryny sanawy:	[103, 1197, 237, 1208]
article-paragraph: hünär: daşary ýurt dili we edebiýaty (iňlis dili we edebiýaty) — iňlis dili, edebiýaty, türkmen dili we edebiýaty, Türkmenistanyň taryhy;	[705, 917, 991, 939]
article-paragraph: — okuw dersleri boýunça mekdep okuwçylarynyň döwlet bäsleşiginiň ýeňijileri, halkara bäsleşiklere gatnaşan Türkmenistanyň ýygyndy toparynyň agzalary şol ýagdaýlary tassyklaýan degişli resminamanyň asyl nusgasyny tabşyrýarlar.	[1031, 1407, 1519, 1993]
article-paragraph: 10. Elektronika, radiotehnika we aragatnaşyk ulgamlary (taýýarlygyň ugry: elektronika we nanoelektronika).	[1031, 541, 1268, 574]
article-paragraph: IV. Bakalawr maksatnamasy (tölegli esasda):	[103, 453, 300, 464]
article-paragraph: Nädogry berlen maglumatlar we gap resmi iş kagyzlary üçin dalaşgär şahsy jogapkärçilik çekýär.	[404, 492, 690, 515]
article-paragraph: Mary welaýaty — awgust aýynyň 2-si, 3-i we 4-i günleri;	[1282, 430, 1519, 452]
article-paragraph: Okuw dersleri boýunça giriş synaglary Türkmenistanyň orta mekdepleriniň okuw maksatnamalarynyň esasynda, döwlet dilinde dilden geçirilýär.	[705, 435, 991, 468]
article-paragraph: 3. Himiýa tehnologiýalary (taýýarlygyň ugurlary: himiýa tehnologiýasy; himiki inženiring).	[1031, 287, 1268, 309]
article-paragraph: Giriş synaglarynyň tertibinde bellenilen wagtda synaglara esassyz sebäplere görä gelip bilmedikler ýa-da okuw dersleriniň biri boýunça synagdan geçip bilmedikler soňky synaglara goýberilmeýär.	[779, 1795, 991, 1840]
article-paragraph: 2. Weterinariýa we zootehniýa (hünär: weterinar lukmançylygy).	[112, 287, 374, 298]
article-paragraph: 6. Nanotehnologiýalar we nanomateriallar (taýýarlygyň ugry: nanomateriallar).	[1031, 369, 1268, 391]
newspaper-title: «TÜRKMENISTAN» GAZETINE GOŞUNDY	[91, 83, 591, 112]
article-paragraph: hünär: matematika we informatika — matematika, fizika, Türkmenistanyň taryhy;	[404, 1191, 690, 1213]
article-paragraph: — bilimi baradaky resminama (asyl nusgasy);	[337, 1842, 526, 1853]
article-paragraph: Resmi iş kagyzlary welaýat merkezlerinde we Aşgabat şäherinde (Aşgabat we Arkadag şäherleri boýunça) 2025-nji ýylyň 14 — 27-nji iýuly aralygynda kabul edilýär.	[103, 206, 552, 628]
article-paragraph: — soňky okan ýerinden (işlän ýerinden, harby bölümden) häsiýetnama;	[1031, 951, 1268, 973]
article-paragraph: Degişli dil boýunça geçirilýän derslerden başga ähli okuw dersleri boýunça giriş synaglary döwlet dilinde dilden geçirilýär.	[705, 1116, 991, 1138]
article-paragraph: — mugallymçylyk hünärleri boýunça mekdep tamamlan we mugallymçylyk ugrundan 2 ýyldan az bolmadyk iş döwri bolanlar;	[705, 1198, 991, 1220]
article-paragraph: I. Hünärmen maksatnamasy (býujet esasynda):	[103, 893, 311, 904]
article-paragraph: 1. Bilim we pedagogika (mugallymçylyk) ylymlary (hünärler: matematika we informatika; himiýa; biologiýa; geografiýa; taryh; türkmen dili we edebiýaty; daşary ýurt dili we edebiýaty (iňlis dili we edebiýaty); daşary ýurt dili we edebiýaty (iňlis dili we edebiýaty); daşary ýurt dili we edebiýaty (nemes dili we edebiýaty, iňlis dili); pedagogika bilimi (hytaý dili we edebiýaty, türkmen dili we edebiýaty); pedagogika bilimi (pars dili we edebiýaty, türkmen dili we edebiýaty).	[103, 1011, 389, 1089]
article-paragraph: — işleýänler üçin zähmet depderçesiniň tassyklanan göçürmesi;	[1031, 987, 1268, 1009]
issue-date: 2025-nji ýylyň 12-nji iýuly, şenbe.	[1229, 89, 1472, 107]
article-paragraph: Lebap welaýaty — awgust aýynyň 13-14-15-i, 16-17-si we 18-i günleri.	[404, 1142, 690, 1164]
article-paragraph: Giriş synaglaryndan üstünlikli geçen ýagdaýynda, bäsleşiksiz we talyplyga kabul edilmek üçin artykmaç hukukdan «Bilim hakynda» Türkmenistanyň Kanunynyň reýtingde görkezilen kesgitlenen düzgünlere laýyk gelýänler peýdalanýarlar.	[779, 1841, 991, 1908]
article-paragraph: Nädogry berlen maglumatlar we gap resmi iş kagyzlary üçin dalaşgär şahsy jogapkärçilik çekýär.	[1282, 322, 1519, 344]
article-paragraph: Institutа umumy orta bilimden ýa-da ondan ýokary bilimi bolan, ýaşy 35-den geçmedik Türkmenistanyň raýatlary giriş synaglarynyň netijeleri boýunça bäsleşik esasynda kabul edilýär.	[1031, 1733, 1268, 1778]
article-paragraph: taýýarlygyň ugry: durmuş işi; ýörüteleşdirilen bilim (defektologiýa) — biologiýa, türkmen dili we edebiýaty, Türkmenistanyň taryhy.	[705, 1069, 991, 1091]
article-signature: S.A.Nyýazow adyndaky Türkmen oba hojalyk uniwersitetiniň salgysy: Aşgabat ş., 2009-njy (Görogly) köçe, 143, tel.: 34-27-46, 34-07-77, 34-25-64.	[707, 589, 989, 623]
article-paragraph: 1. Informatika we hasaplaýyş tehnikasy (taýýarlygyň ugry: awtomatlaşdyrma we amaly informatika (okuwlar iňlis dilinde alnyp barlar).	[1031, 1651, 1268, 1685]
article-paragraph: — soňky okan ýerinden (işlän ýerinden, harby bölümden) häsiýetnama;	[328, 1889, 540, 1912]
article-paragraph: Okuw dersleri boýunça giriş synaglary Türkmenistanyň orta mekdepleriniň okuw maksatnamalarynyň esasynda geçirilýär.	[779, 1725, 991, 1759]
article-paragraph: — bellenilen nusgada rektoryň adyna ýazylan arza;	[413, 231, 625, 242]
article-paragraph: Dalaşgär bäsleşikse we (ýa-da) okuwa kabul edilmek üçin artykmaçlyk hukukdan peýdalanýandygyny tassyklaýan beýleki resminamalary görkezip biler.	[554, 1693, 766, 1737]
article-paragraph: 3. Amaly geologiýa, dag işleri, nebitgaz işi we geodeziýa (hünär: ýer gurluşygy we kadastr).	[103, 393, 389, 415]
article-paragraph: Ahal welaýaty — awgust aýynyň 10-y, 11-i we 12-si günleri;	[413, 1130, 657, 1141]
article-paragraph: — Türkmenistanyň Saglygy goraýyş we derman senagaty ministrligi tarapyndan bellenilen nusgadaky saglyk kepilnamasy;	[103, 1246, 389, 1268]
article-paragraph: Uniwersitetde okuwlar türkmen we iňlis dillerinde geçirilýär.	[103, 1912, 315, 1934]
article-paragraph: Giriş synaglary aşakdaky okuw dersleri boýunça geçirilýär:	[413, 602, 654, 613]
article-paragraph: hünär: himiýa — himiýa, biologiýa, Türkmenistanyň taryhy;	[413, 1238, 654, 1249]
